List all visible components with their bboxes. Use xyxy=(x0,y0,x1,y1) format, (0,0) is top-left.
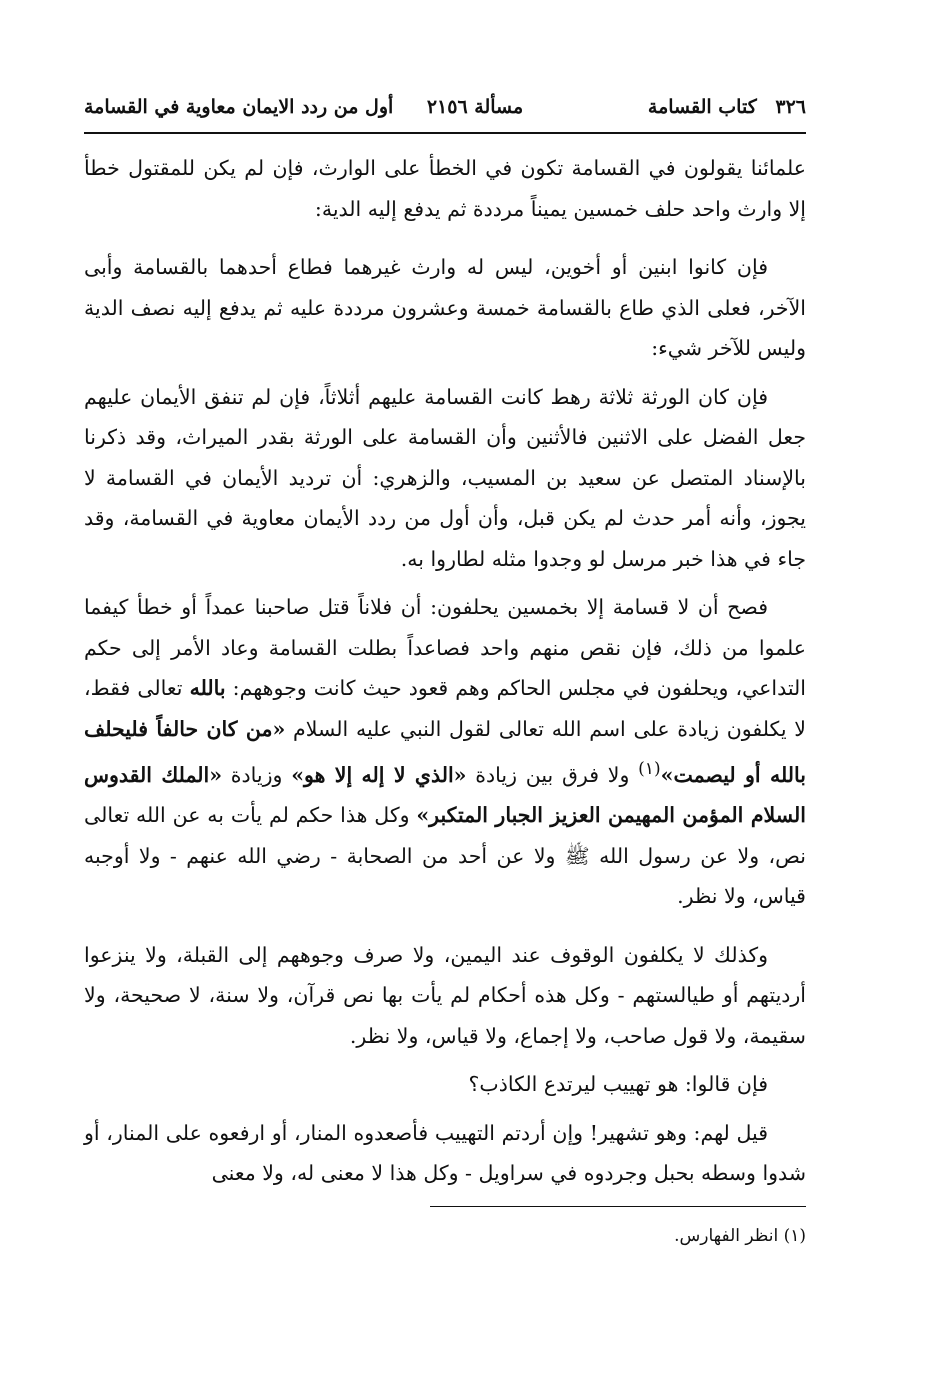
text-run: فصح أن لا قسامة إلا بخمسين يحلفون: أن فلاناً قتل صاحبنا عمداً أو خطأ كيفما علموا من ذلك، فإن نقص منهم واحد فصاعداً بطلت القسامة وعاد الأمر إلى حكم التداعي، ويحلفون في مجلس الحاكم وهم قعود حيث كانت وجوههم: xyxy=(84,595,806,700)
paragraph: قيل لهم: وهو تشهير! وإن أردتم التهييب فأصعدوه المنار، أو ارفعوه على المنار، أو شدوا وسطه بحبل وجردوه في سراويل - وكل هذا لا معنى له، ولا معنى xyxy=(84,1120,806,1186)
text-run: ولا فرق بين زيادة xyxy=(466,762,639,787)
paragraph: فإن كان الورثة ثلاثة رهط كانت القسامة عليهم أثلاثاً، فإن لم تنفق الأيمان عليهم جعل الفضل على الاثنين فالأثنين وأن القسامة على الورثة بقدر الميراث، وقد ذكرنا بالإسناد المتصل عن سعيد بن المسيب، والزهري: أن ترديد الأيمان في القسامة لا يجوز، وأنه أمر حدث لم يكن قبل، وأن أول من ردد الأيمان معاوية في القسامة، وقد جاء في هذا خبر مرسل لو وجدوا مثله لطاروا به. xyxy=(84,384,806,571)
text-run: وزيادة xyxy=(222,762,292,787)
bold-run: بالله xyxy=(189,676,226,700)
page-number: ٣٢٦ xyxy=(775,96,806,118)
footnote-reference: (١) xyxy=(638,759,661,779)
section-title: أول من ردد الايمان معاوية في القسامة xyxy=(84,96,394,118)
footnote: (١) انظر الفهارس. xyxy=(674,1226,806,1246)
paragraph: علمائنا يقولون في القسامة تكون في الخطأ على الوارث، فإن لم يكن للمقتول خطأ إلا وارث واحد حلف خمسين يميناً مرددة ثم يدفع إليه الدية: xyxy=(84,156,806,221)
book-title: كتاب القسامة xyxy=(647,96,757,118)
paragraph: فإن قالوا: هو تهييب ليرتدع الكاذب؟ xyxy=(468,1072,768,1097)
issue-number: مسألة ٢١٥٦ xyxy=(426,96,524,118)
running-header xyxy=(84,92,806,134)
text-run: تعالى فقط، لا يكلفون زيادة على اسم الله تعالى لقول النبي عليه السلام xyxy=(84,676,806,741)
hadith-quote: «من كان حالفاً فليحلف بالله أو ليصمت» xyxy=(84,716,806,787)
main-text xyxy=(84,148,806,1194)
paragraph: وكذلك لا يكلفون الوقوف عند اليمين، ولا صرف وجوههم إلى القبلة، ولا ينزعوا أرديتهم أو طيالستهم - وكل هذه أحكام لم يأت بها نص قرآن، ولا سنة، لا صحيحة، ولا سقيمة، ولا قول صاحب، ولا إجماع، ولا قياس، ولا نظر. xyxy=(84,942,806,1048)
paragraph: فإن كانوا ابنين أو أخوين، ليس له وارث غيرهما فطاع أحدهما بالقسامة وأبى الآخر، فعلى الذي طاع بالقسامة خمسة وعشرون مرددة عليه ثم يدفع إليه نصف الدية وليس للآخر شيء: xyxy=(84,255,806,360)
bold-quote: «الملك القدوس السلام المؤمن المهيمن العزيز الجبار المتكبر» xyxy=(84,762,806,828)
bold-quote: «الذي لا إله إلا هو» xyxy=(291,762,467,787)
paragraph-with-quotes xyxy=(84,587,806,917)
text-run: وكل هذا حكم لم يأت به عن الله تعالى نص، ولا عن رسول الله ﷺ ولا عن أحد من الصحابة - رضي الله عنهم - ولا أوجبه قياس، ولا نظر. xyxy=(84,803,806,909)
footnote-divider xyxy=(430,1206,806,1207)
